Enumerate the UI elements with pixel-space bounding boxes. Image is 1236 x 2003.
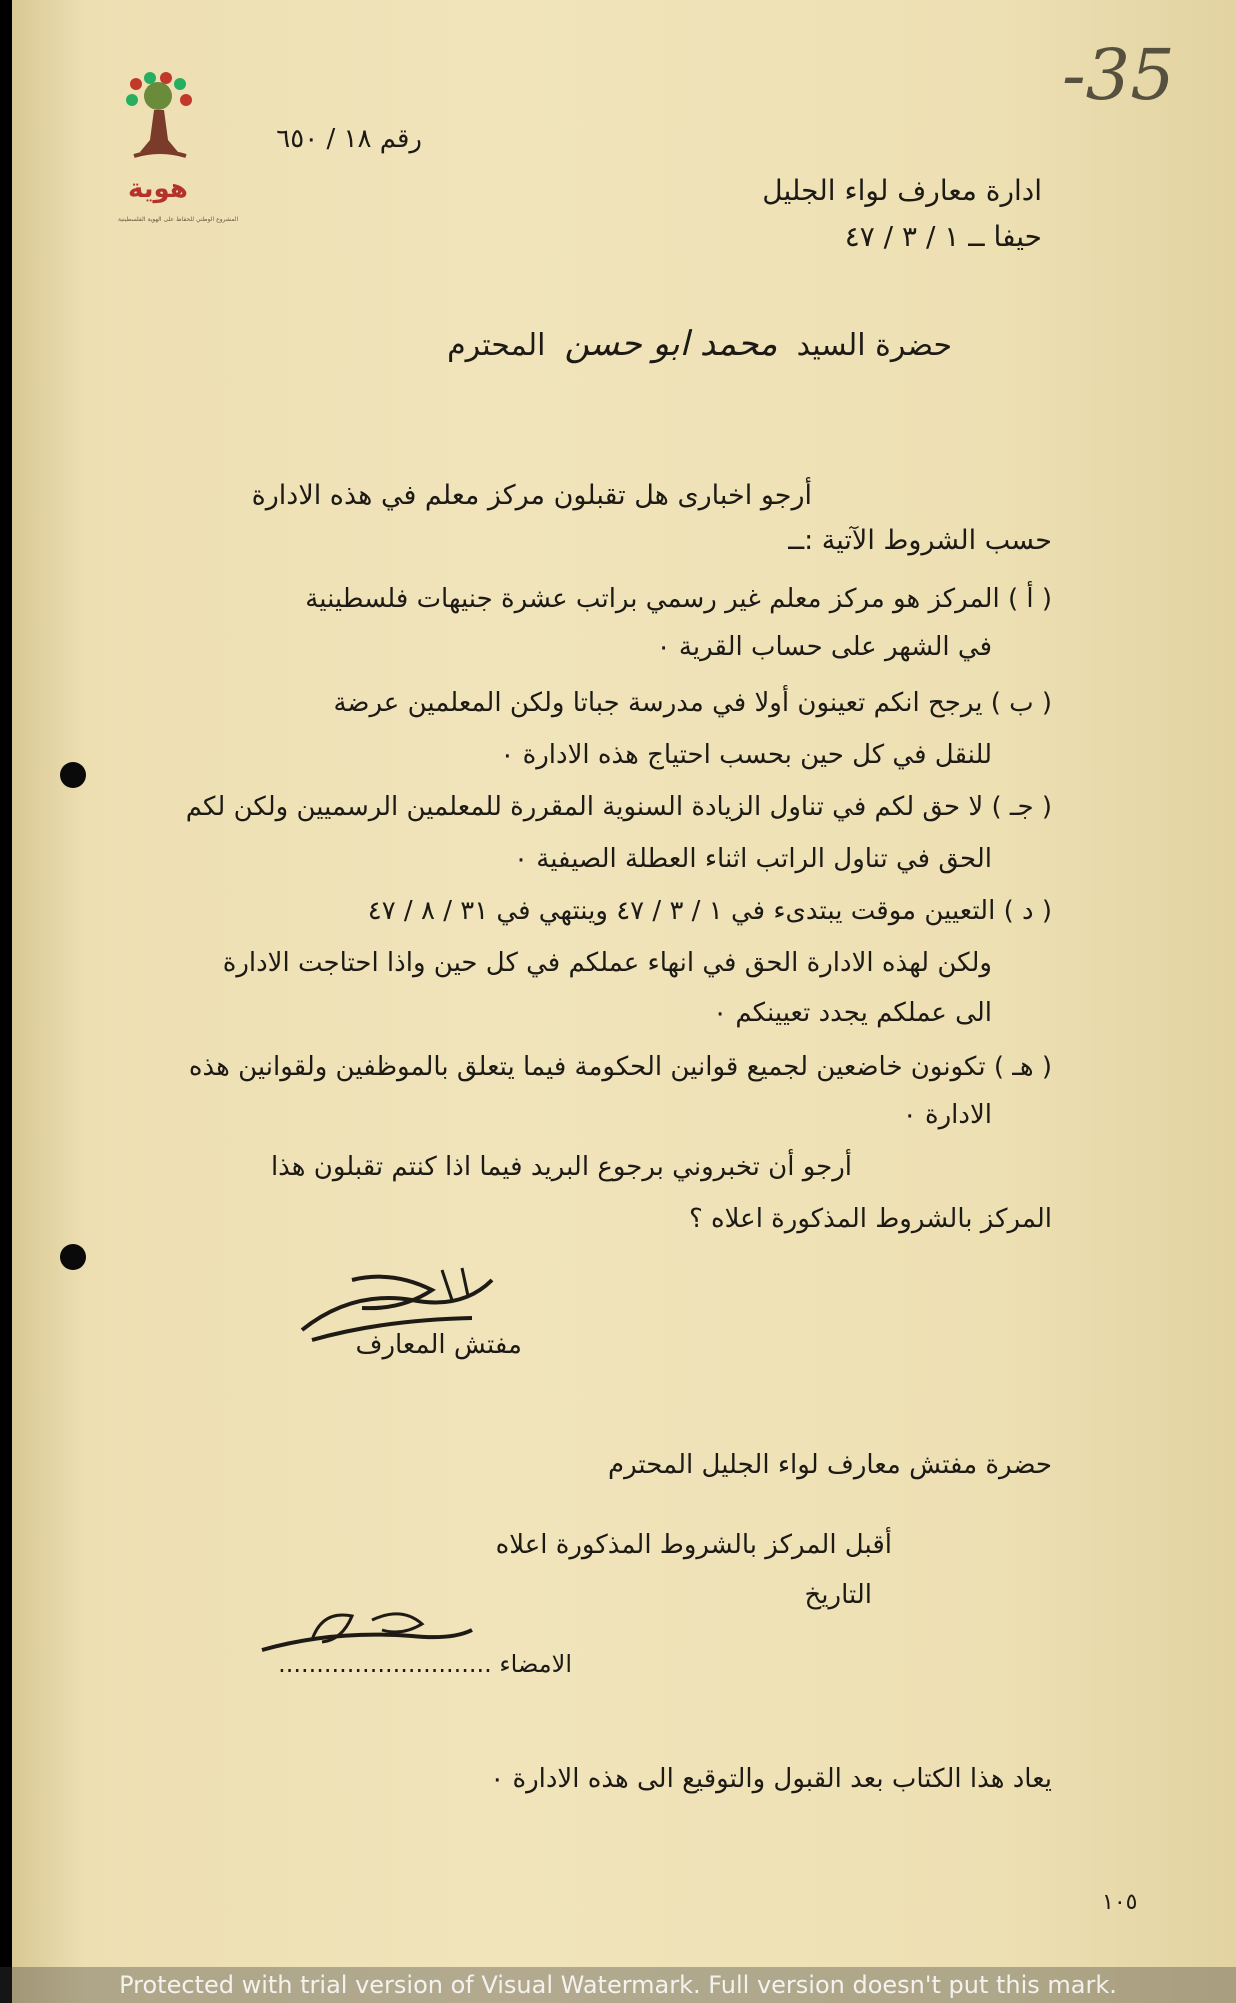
condition-d-line-2: ولكن لهذه الادارة الحق في انهاء عملكم في كل حين واذا احتاجت الادارة [222, 948, 992, 978]
corner-code: ١٠٥ [1102, 1890, 1138, 1915]
condition-e-line-1: ( هـ ) تكونون خاضعين لجميع قوانين الحكومة فيما يتعلق بالموظفين ولقوانين هذه [188, 1052, 1052, 1082]
intro-line-1: أرجو اخبارى هل تقبلون مركز معلم في هذه الادارة [251, 480, 812, 511]
punch-hole [60, 762, 86, 788]
condition-c-line-1: ( جـ ) لا حق لكم في تناول الزيادة السنوية المقررة للمعلمين الرسميين ولكن لكم [185, 792, 1052, 822]
hawiyya-logo [118, 70, 239, 250]
page-number-mark: -35 [1062, 34, 1175, 116]
condition-c-line-2: الحق في تناول الراتب اثناء العطلة الصيفية ٠ [514, 844, 992, 874]
condition-a-line-1: ( أ ) المركز هو مركز معلم غير رسمي براتب عشرة جنيهات فلسطينية [305, 584, 1052, 614]
tree-logo-icon [120, 70, 200, 190]
condition-b-line-1: ( ب ) يرجح انكم تعينون أولا في مدرسة جباتا ولكن المعلمين عرضة [333, 688, 1052, 718]
watermark-banner: Protected with trial version of Visual Watermark. Full version doesn't put this mark. [0, 1967, 1236, 2003]
condition-d-line-1: ( د ) التعيين موقت يبتدىء في ١ / ٣ / ٤٧ وينتهي في ٣١ / ٨ / ٤٧ [367, 896, 1052, 926]
condition-d-line-3: الى عملكم يجدد تعيينكم ٠ [713, 998, 992, 1028]
reply-addressee: حضرة مفتش معارف لواء الجليل المحترم [607, 1450, 1052, 1480]
closing-line-1: أرجو أن تخبروني برجوع البريد فيما اذا كنتم تقبلون هذا [270, 1152, 852, 1182]
reply-date-label: التاريخ [804, 1580, 872, 1610]
logo-text: هوية [128, 174, 188, 204]
intro-line-2: حسب الشروط الآتية :ــ [788, 525, 1052, 556]
city-date: حيفا ــ ١ / ٣ / ٤٧ [844, 220, 1042, 253]
condition-a-line-2: في الشهر على حساب القرية ٠ [656, 632, 992, 662]
addressee-suffix: المحترم [447, 328, 546, 363]
addressee-prefix: حضرة السيد [796, 328, 952, 363]
reply-accept-line: أقبل المركز بالشروط المذكورة اعلاه [495, 1530, 892, 1560]
addressee-line [447, 324, 952, 364]
addressee-name: محمد ابو حسن [564, 324, 778, 364]
closing-line-2: المركز بالشروط المذكورة اعلاه ؟ [688, 1204, 1052, 1234]
reference-number: رقم ١٨ / ٦٥٠ [276, 124, 422, 154]
punch-hole [60, 1244, 86, 1270]
office-name: ادارة معارف لواء الجليل [762, 174, 1042, 207]
reply-signature-label: الامضاء ............................ [278, 1650, 572, 1678]
logo-subtext: المشروع الوطني للحفاظ على الهوية الفلسطينية [118, 216, 239, 223]
condition-e-line-2: الادارة ٠ [902, 1100, 992, 1130]
inspector-title: مفتش المعارف [355, 1330, 522, 1360]
footer-note: يعاد هذا الكتاب بعد القبول والتوقيع الى هذه الادارة ٠ [490, 1764, 1052, 1794]
document-page [12, 0, 1236, 2003]
condition-b-line-2: للنقل في كل حين بحسب احتياج هذه الادارة ٠ [500, 740, 992, 770]
